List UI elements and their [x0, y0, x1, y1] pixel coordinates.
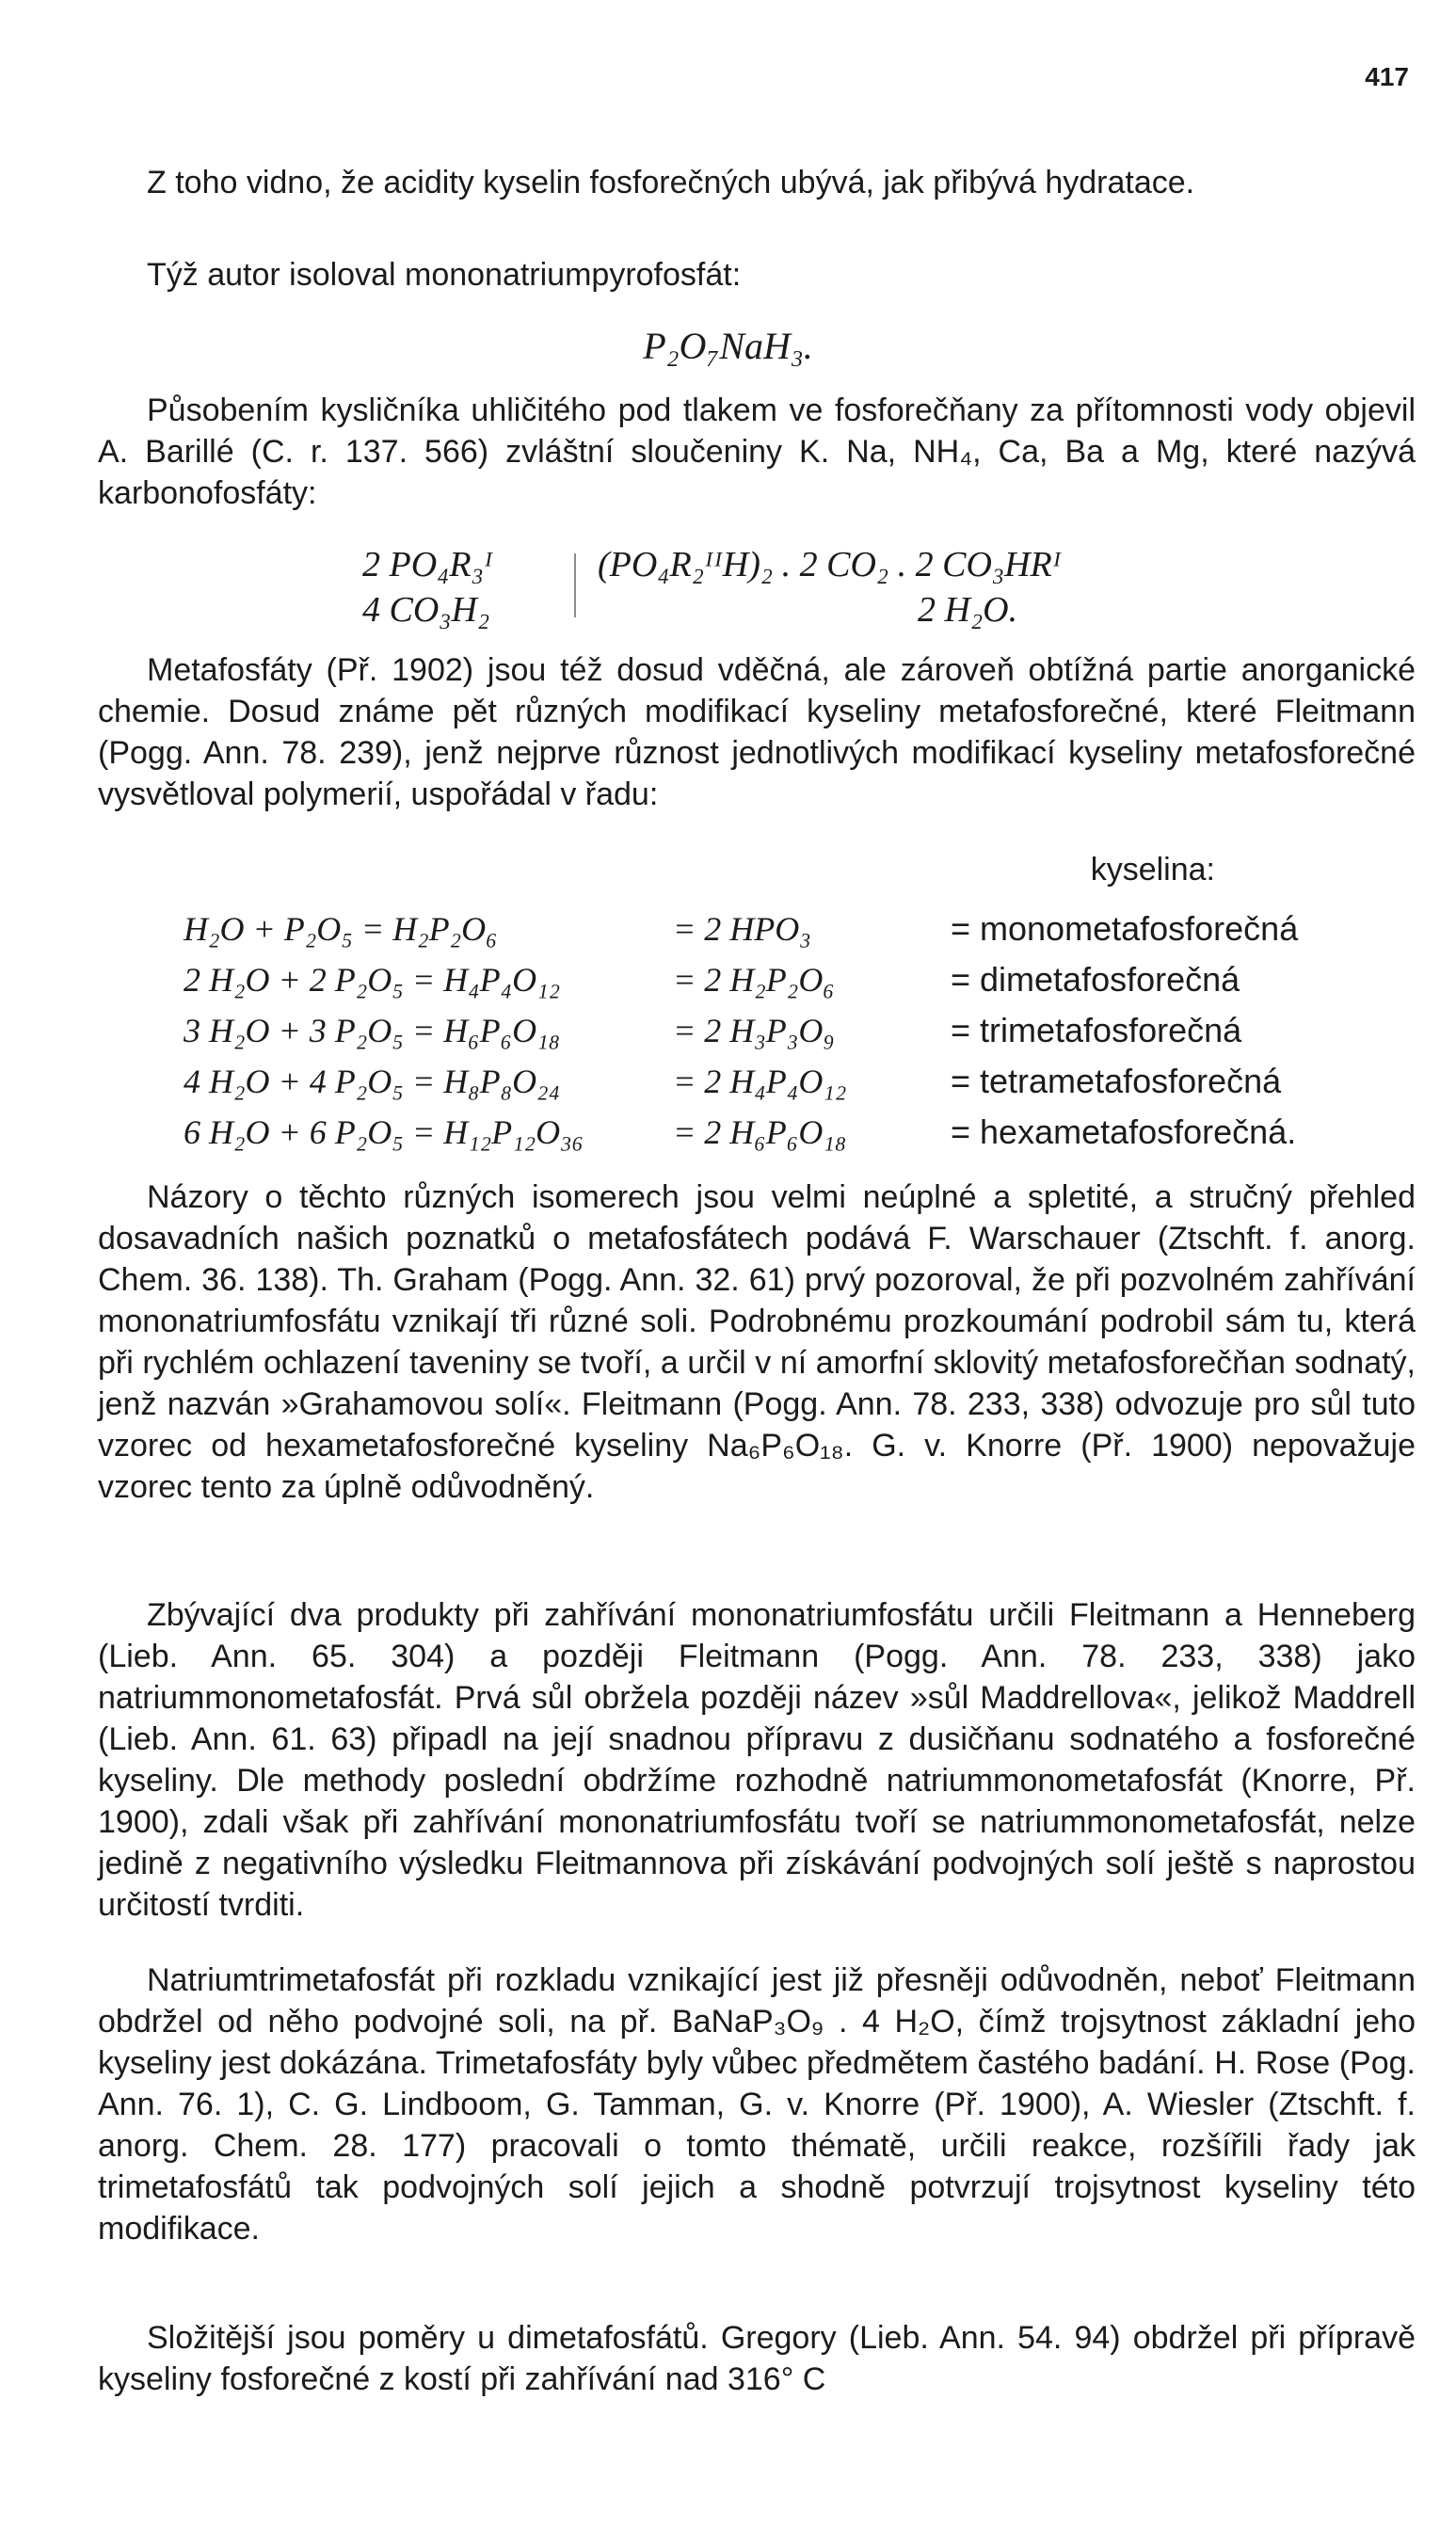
equation-name: = monometafosforečná	[951, 909, 1299, 948]
equation-middle: = 2 H₆P₆O₁₈	[673, 1113, 847, 1151]
formula-left-bottom: 4 CO₃H₂	[362, 590, 490, 630]
acid-label: kyselina:	[1090, 852, 1215, 888]
equation-row	[184, 1056, 1346, 1107]
paragraph-dimetaphosphates: Složitější jsou poměry u dimetafosfátů. Gregory (Lieb. Ann. 54. 94) obdržel při přípravě kyseliny fosforečné z kostí při zahřívání nad 316° C	[98, 2320, 1416, 2397]
formula-right-bottom: 2 H₂O.	[918, 590, 1018, 630]
equation-row	[184, 954, 1346, 1005]
formula-left-group	[362, 542, 555, 632]
equation-middle: = 2 H₄P₄O₁₂	[673, 1063, 847, 1100]
equation-left: 2 H₂O + 2 P₂O₅ = H₄P₄O₁₂	[184, 961, 561, 999]
formula-divider	[574, 553, 576, 617]
formula-pyrophosphate: P₂O₇NaH₃.	[643, 325, 813, 367]
paragraph-isomers: Názory o těchto různých isomerech jsou velmi neúplné a spletité, a stručný přehled dosavadních našich poznatků o metafosfátech podává F. Warschauer (Ztschft. f. anorg. Chem. 36. 138). Th. Graham (Pogg. Ann. 32. 61) prvý pozoroval, že při pozvolném zahřívání mononatriumfosfátu vznikají tři různé soli. Podrobnému prozkoumání podrobil sám tu, která při rychlém ochlazení taveniny se tvoří, a určil v ní amorfní sklovitý metafosforečňan sodnatý, jenž nazván »Grahamovou solí«. Fleitmann (Pogg. Ann. 78. 233, 338) odvozuje pro sůl tuto vzorec od hexametafosforečné kyseliny Na₆P₆O₁₈. G. v. Knorre (Př. 1900) nepovažuje vzorec tento za úplně odůvodněný.	[98, 1179, 1416, 1505]
equation-middle: = 2 HPO₃	[673, 910, 811, 948]
equation-row	[184, 904, 1346, 954]
page-number: 417	[1365, 62, 1409, 91]
equation-left: H₂O + P₂O₅ = H₂P₂O₆	[184, 910, 498, 948]
formula-right-top: (PO₄R₂ᴵᴵH)₂ . 2 CO₂ . 2 CO₃HRᴵ	[598, 545, 1062, 584]
paragraph-trimetaphosphate: Natriumtrimetafosfát při rozkladu vznikající jest již přesněji odůvodněn, neboť Fleitmann obdržel od něho podvojné soli, na př. BaNaP₃O₉ . 4 H₂O, čímž trojsytnost základní jeho kyseliny jest dokázána. Trimetafosfáty byly vůbec předmětem častého badání. H. Rose (Pog. Ann. 76. 1), C. G. Lindboom, G. Tamman, G. v. Knorre (Př. 1900), A. Wiesler (Ztschft. f. anorg. Chem. 28. 177) pracovali o tomto thématě, určili reakce, rozšířili řady jak trimetafosfátů tak podvojných solí jejich a shodně potvrzují trojsytnost kyseliny této modifikace.	[98, 1962, 1416, 2247]
equation-middle: = 2 H₃P₃O₉	[673, 1012, 835, 1049]
equation-left: 3 H₂O + 3 P₂O₅ = H₆P₆O₁₈	[184, 1012, 561, 1049]
paragraph-acidity: Z toho vidno, že acidity kyselin fosforečných ubývá, jak přibývá hydratace.	[147, 165, 1195, 200]
metaphosphoric-equations	[184, 904, 1346, 1158]
paragraph-maddrell: Zbývající dva produkty při zahřívání mononatriumfosfátu určili Fleitmann a Henneberg (Lieb. Ann. 65. 304) a později Fleitmann (Pogg. Ann. 78. 233, 338) jako natriummonometafosfát. Prvá sůl obržela později název »sůl Maddrellova«, jelikož Maddrell (Lieb. Ann. 61. 63) připadl na její snadnou přípravu z dusičňanu sodnatého a fosforečné kyseliny. Dle methody poslední obdržíme rozhodně natriummonometafosfát (Knorre, Př. 1900), zdali však při zahřívání mononatriumfosfátu tvoří se natriummonometafosfát, nelze jedině z negativního výsledku Fleitmannova při získávání podvojných solí ještě s naprostou určitostí tvrditi.	[98, 1597, 1416, 1923]
equation-name: = hexametafosforečná.	[951, 1112, 1297, 1151]
equation-row	[184, 1005, 1346, 1056]
equation-middle: = 2 H₂P₂O₆	[673, 961, 835, 999]
equation-name: = trimetafosforečná	[951, 1011, 1242, 1049]
equation-left: 4 H₂O + 4 P₂O₅ = H₈P₈O₂₄	[184, 1063, 561, 1100]
equation-name: = dimetafosforečná	[951, 960, 1240, 999]
equation-name: = tetrametafosforečná	[951, 1062, 1282, 1100]
formula-left-top: 2 PO₄R₃ᴵ	[362, 545, 493, 584]
formula-right-group	[598, 542, 1209, 632]
equation-left: 6 H₂O + 6 P₂O₅ = H₁₂P₁₂O₃₆	[184, 1113, 584, 1151]
equation-row	[184, 1107, 1346, 1158]
paragraph-metaphosphates: Metafosfáty (Př. 1902) jsou též dosud vděčná, ale zároveň obtížná partie anorganické chemie. Dosud známe pět různých modifikací kyseliny metafosforečné, které Fleitmann (Pogg. Ann. 78. 239), jenž nejprve různost jednotlivých modifikací kyseliny metafosforečné vysvětloval polymerií, uspořádal v řadu:	[98, 652, 1416, 812]
paragraph-isolation: Týž autor isoloval mononatriumpyrofosfát:	[147, 257, 742, 293]
paragraph-carbonophosphates: Působením kysličníka uhličitého pod tlakem ve fosforečňany za přítomnosti vody objevil A. Barillé (C. r. 137. 566) zvláštní sloučeniny K. Na, NH₄, Ca, Ba a Mg, které nazývá karbonofosfáty:	[98, 392, 1416, 511]
